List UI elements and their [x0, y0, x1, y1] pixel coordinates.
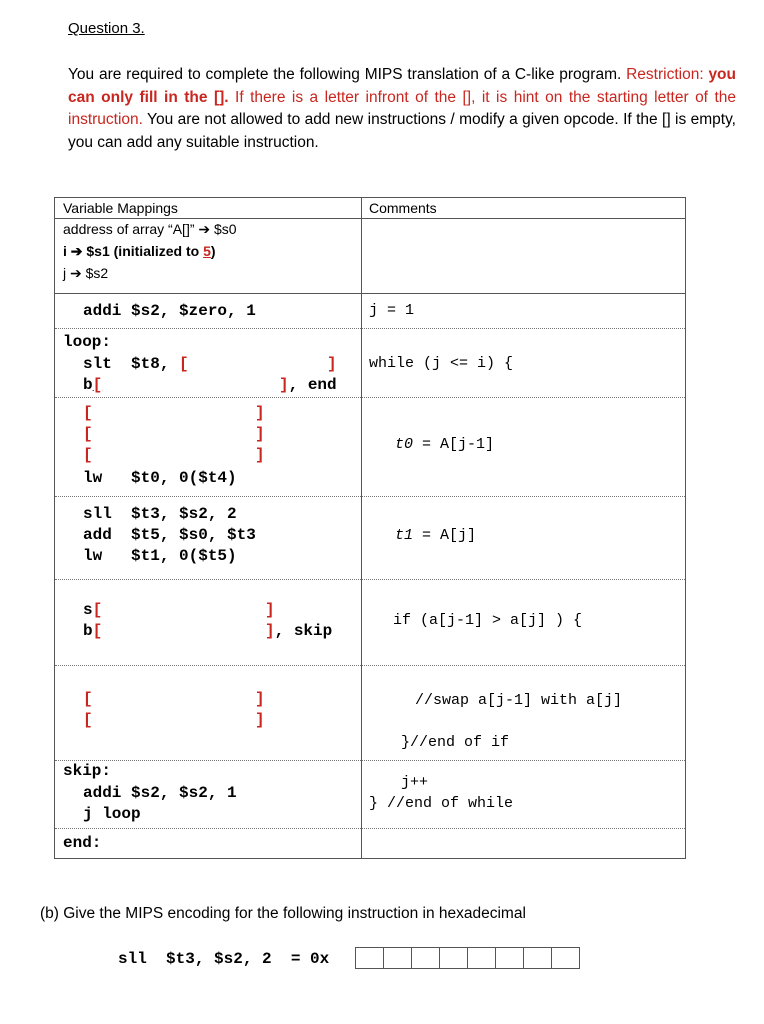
mapping-rule — [55, 293, 685, 294]
intro-paragraph — [68, 64, 736, 154]
blank-set-open[interactable]: [ — [92, 601, 103, 619]
label-loop: loop: — [63, 333, 112, 351]
question-title: Question 3. — [68, 20, 145, 37]
mapping-i-value: 5 — [203, 243, 211, 259]
header-variable-mappings: Variable Mappings — [63, 200, 178, 216]
blank-swap1-open[interactable]: [ — [83, 690, 93, 708]
code-set-hint — [83, 601, 102, 619]
blank-branch2-close: ] — [265, 622, 275, 640]
blank-3-open[interactable]: [ — [83, 446, 93, 464]
intro-part1: You are required to complete the following MIPS translation of a C-like program. — [68, 66, 622, 83]
hex-digit-box[interactable] — [495, 947, 524, 969]
row-rule — [55, 397, 685, 398]
code-branch-skip — [83, 622, 102, 640]
row-rule — [55, 496, 685, 497]
blank-2-open[interactable]: [ — [83, 425, 93, 443]
comment-t1 — [395, 527, 476, 544]
blank-branch-open[interactable]: [ — [92, 376, 103, 394]
hex-digit-box[interactable] — [439, 947, 468, 969]
header-comments: Comments — [369, 200, 437, 216]
mips-table — [54, 197, 686, 859]
hex-answer-boxes — [356, 947, 580, 969]
mapping-array: address of array “A[]” ➔ $s0 — [63, 221, 237, 237]
code-sll: sll $t3, $s2, 2 — [83, 505, 237, 523]
code-branch-end-target — [279, 376, 337, 394]
blank-1-open[interactable]: [ — [83, 404, 93, 422]
comment-t0-rest: = A[j-1] — [413, 436, 495, 453]
comment-end-if: }//end of if — [401, 734, 510, 751]
comment-while: while (j <= i) { — [369, 355, 514, 372]
part-b-prompt: (b) Give the MIPS encoding for the following instruction in hexadecimal — [40, 905, 526, 922]
code-slt — [83, 355, 189, 373]
row-rule — [55, 665, 685, 666]
slt-text: slt $t8, — [83, 355, 180, 373]
blank-set-close: ] — [265, 601, 275, 619]
comment-t0-var: t0 — [395, 436, 414, 453]
label-end: end: — [63, 834, 102, 852]
code-lw-t1: lw $t1, 0($t5) — [83, 547, 237, 565]
blank-slt-close: ] — [327, 355, 337, 373]
mapping-i-prefix: i ➔ $s1 (initialized to — [63, 243, 204, 259]
blank-2-close: ] — [255, 425, 265, 443]
mapping-i — [63, 243, 216, 260]
code-branch-end — [83, 376, 102, 394]
blank-swap2-open[interactable]: [ — [83, 711, 93, 729]
restriction-bold: you can only fill in the []. — [68, 66, 736, 106]
blank-branch2-open[interactable]: [ — [92, 622, 103, 640]
column-divider — [361, 198, 362, 858]
comment-t0 — [395, 436, 494, 453]
b-hint: b — [83, 376, 93, 394]
blank-3-close: ] — [255, 446, 265, 464]
row-rule — [55, 579, 685, 580]
hex-digit-box[interactable] — [355, 947, 384, 969]
code-add: add $t5, $s0, $t3 — [83, 526, 256, 544]
s-hint: s — [83, 601, 93, 619]
hex-digit-box[interactable] — [523, 947, 552, 969]
header-rule — [55, 218, 685, 219]
code-j-loop: j loop — [83, 805, 141, 823]
blank-swap1-close: ] — [255, 690, 265, 708]
end-ref: , end — [288, 376, 337, 394]
skip-ref: , skip — [274, 622, 333, 640]
hex-digit-box[interactable] — [411, 947, 440, 969]
mapping-j: j ➔ $s2 — [63, 265, 109, 281]
blank-slt-open[interactable]: [ — [179, 355, 189, 373]
comment-j-inc: j++ — [401, 774, 429, 791]
intro-part2: You are not allowed to add new instructions / modify a given opcode. If the [] is empty, you can add any suitable instruction. — [68, 111, 736, 151]
blank-1-close: ] — [255, 404, 265, 422]
code-lw-t0: lw $t0, 0($t4) — [83, 469, 237, 487]
comment-if: if (a[j-1] > a[j] ) { — [393, 612, 583, 629]
comment-j-init: j = 1 — [369, 302, 415, 319]
comment-t1-var: t1 — [395, 527, 414, 544]
row-rule — [55, 328, 685, 329]
b-hint-2: b — [83, 622, 93, 640]
code-branch-skip-target — [265, 622, 332, 640]
row-rule — [55, 760, 685, 761]
restriction-label: Restriction: — [626, 66, 709, 83]
restriction-rest: If there is a letter infront of the [], it is hint on the starting letter of the instruction. — [68, 88, 736, 128]
part-b-instruction: sll $t3, $s2, 2 = 0x — [118, 950, 330, 968]
label-skip: skip: — [63, 762, 112, 780]
mapping-i-suffix: ) — [210, 243, 216, 259]
code-addi: addi $s2, $zero, 1 — [83, 302, 256, 320]
hex-digit-box[interactable] — [551, 947, 580, 969]
hex-digit-box[interactable] — [383, 947, 412, 969]
comment-end-while: } //end of while — [369, 795, 514, 812]
row-rule — [55, 828, 685, 829]
blank-branch-close: ] — [279, 376, 289, 394]
blank-swap2-close: ] — [255, 711, 265, 729]
comment-swap: //swap a[j-1] with a[j] — [415, 692, 623, 709]
comment-t1-rest: = A[j] — [413, 527, 477, 544]
code-addi-inc: addi $s2, $s2, 1 — [83, 784, 237, 802]
hex-digit-box[interactable] — [467, 947, 496, 969]
